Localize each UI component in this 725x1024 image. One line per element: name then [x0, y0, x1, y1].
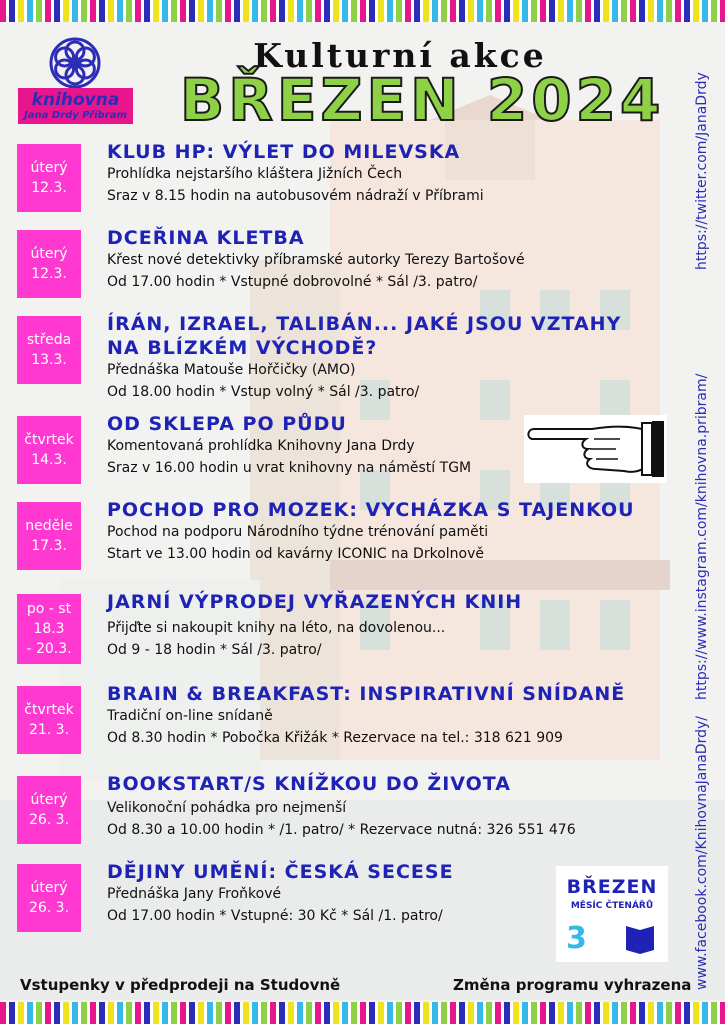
event-title: POCHOD PRO MOZEK: VYCHÁZKA S TAJENKOU [107, 499, 635, 521]
event-title: BOOKSTART/S KNÍŽKOU DO ŽIVOTA [107, 773, 511, 795]
event-date: 21. 3. [28, 722, 70, 738]
event-title: OD SKLEPA PO PŮDU [107, 413, 347, 435]
footer-program-note: Změna programu vyhrazena [453, 976, 692, 994]
event-title: BRAIN & BREAKFAST: INSPIRATIVNÍ SNÍDANĚ [107, 683, 626, 705]
event-date: 12.3. [31, 266, 67, 282]
march-logo-subtitle: MĚSÍC ČTENÁŘŮ [570, 901, 654, 911]
event-description: Přijďte si nakoupit knihy na léto, na dovolenou... [107, 620, 446, 636]
event-description: Přednáška Jany Froňkové [107, 886, 282, 902]
twitter-link[interactable]: https://twitter.com/JanaDrdy [694, 72, 710, 270]
event-date: 18.3 [33, 621, 65, 637]
event-title: DĚJINY UMĚNÍ: ČESKÁ SECESE [107, 861, 454, 883]
flower-logo-icon [48, 36, 102, 90]
event-date-badge [17, 416, 81, 484]
pointing-hand-illustration [524, 415, 667, 483]
event-day: čtvrtek [24, 702, 74, 718]
pointing-hand-icon [524, 415, 667, 483]
march-readers-month-logo [556, 866, 668, 962]
social-links-sidebar [692, 60, 722, 1000]
event-details: Od 8.30 a 10.00 hodin * /1. patro/ * Rezervace nutná: 326 551 476 [107, 822, 576, 838]
event-details: Od 17.00 hodin * Vstupné dobrovolné * Sál /3. patro/ [107, 274, 478, 290]
event-title: DCEŘINA KLETBA [107, 227, 305, 249]
event-details: Od 17.00 hodin * Vstupné: 30 Kč * Sál /1. patro/ [107, 908, 443, 924]
event-description: Komentovaná prohlídka Knihovny Jana Drdy [107, 438, 415, 454]
event-day: neděle [25, 518, 73, 534]
event-date: 14.3. [31, 452, 67, 468]
event-day: úterý [30, 880, 68, 896]
event-date-badge [17, 502, 81, 570]
march-logo-emblem-icon [564, 916, 660, 956]
march-logo-title: BŘEZEN [566, 876, 658, 898]
event-date-badge [17, 864, 81, 932]
event-description: Velikonoční pohádka pro nejmenší [107, 800, 347, 816]
library-name: knihovna [31, 90, 120, 110]
event-title-continued: NA BLÍZKÉM VÝCHODĚ? [107, 337, 378, 359]
event-date-badge [17, 594, 81, 664]
event-date: 17.3. [31, 538, 67, 554]
event-description: Tradiční on-line snídaně [107, 708, 273, 724]
event-date: 26. 3. [28, 812, 70, 828]
event-date-badge [17, 144, 81, 212]
event-date-badge [17, 776, 81, 844]
library-logo [18, 36, 133, 126]
event-description: Pochod na podporu Národního týdne trénování paměti [107, 524, 489, 540]
page-title: Kulturní akce [253, 36, 547, 75]
march-logo-number: 3 [566, 921, 587, 956]
event-details: Sraz v 8.15 hodin na autobusovém nádraží v Příbrami [107, 188, 484, 204]
facebook-link[interactable]: www.facebook.com/KnihovnaJanaDrdy/ [694, 716, 710, 990]
event-day: čtvrtek [24, 432, 74, 448]
event-details: Sraz v 16.00 hodin u vrat knihovny na náměstí TGM [107, 460, 472, 476]
event-date-badge [17, 316, 81, 384]
event-date: 13.3. [31, 352, 67, 368]
event-date-badge [17, 686, 81, 754]
event-date-end: - 20.3. [26, 641, 72, 657]
event-details: Od 18.00 hodin * Vstup volný * Sál /3. patro/ [107, 384, 420, 400]
event-details: Od 9 - 18 hodin * Sál /3. patro/ [107, 642, 322, 658]
event-title: ÍRÁN, IZRAEL, TALIBÁN... JAKÉ JSOU VZTAHY [107, 313, 622, 335]
event-day: středa [26, 332, 72, 348]
event-date: 26. 3. [28, 900, 70, 916]
month-title: BŘEZEN 2024 [180, 66, 665, 134]
event-details: Od 8.30 hodin * Pobočka Křižák * Rezervace na tel.: 318 621 909 [107, 730, 563, 746]
instagram-link[interactable]: https://www.instagram.com/knihovna.pribram/ [694, 373, 710, 700]
event-description: Přednáška Matouše Hořčičky (AMO) [107, 362, 356, 378]
event-title: KLUB HP: VÝLET DO MILEVSKA [107, 141, 461, 163]
event-day: úterý [30, 246, 68, 262]
bottom-decorative-stripe [0, 1002, 725, 1024]
event-title: JARNÍ VÝPRODEJ VYŘAZENÝCH KNIH [107, 591, 523, 613]
event-day: úterý [30, 792, 68, 808]
event-date-badge [17, 230, 81, 298]
event-details: Start ve 13.00 hodin od kavárny ICONIC na Drkolnově [107, 546, 484, 562]
top-decorative-stripe [0, 0, 725, 22]
event-date: 12.3. [31, 180, 67, 196]
event-description: Prohlídka nejstaršího kláštera Jižních Čech [107, 166, 403, 182]
library-subtitle: Jana Drdy Příbram [24, 110, 127, 121]
event-day: po - st [26, 601, 72, 617]
footer-tickets-note: Vstupenky v předprodeji na Studovně [20, 976, 341, 994]
event-description: Křest nové detektivky příbramské autorky Terezy Bartošové [107, 252, 525, 268]
event-day: úterý [30, 160, 68, 176]
